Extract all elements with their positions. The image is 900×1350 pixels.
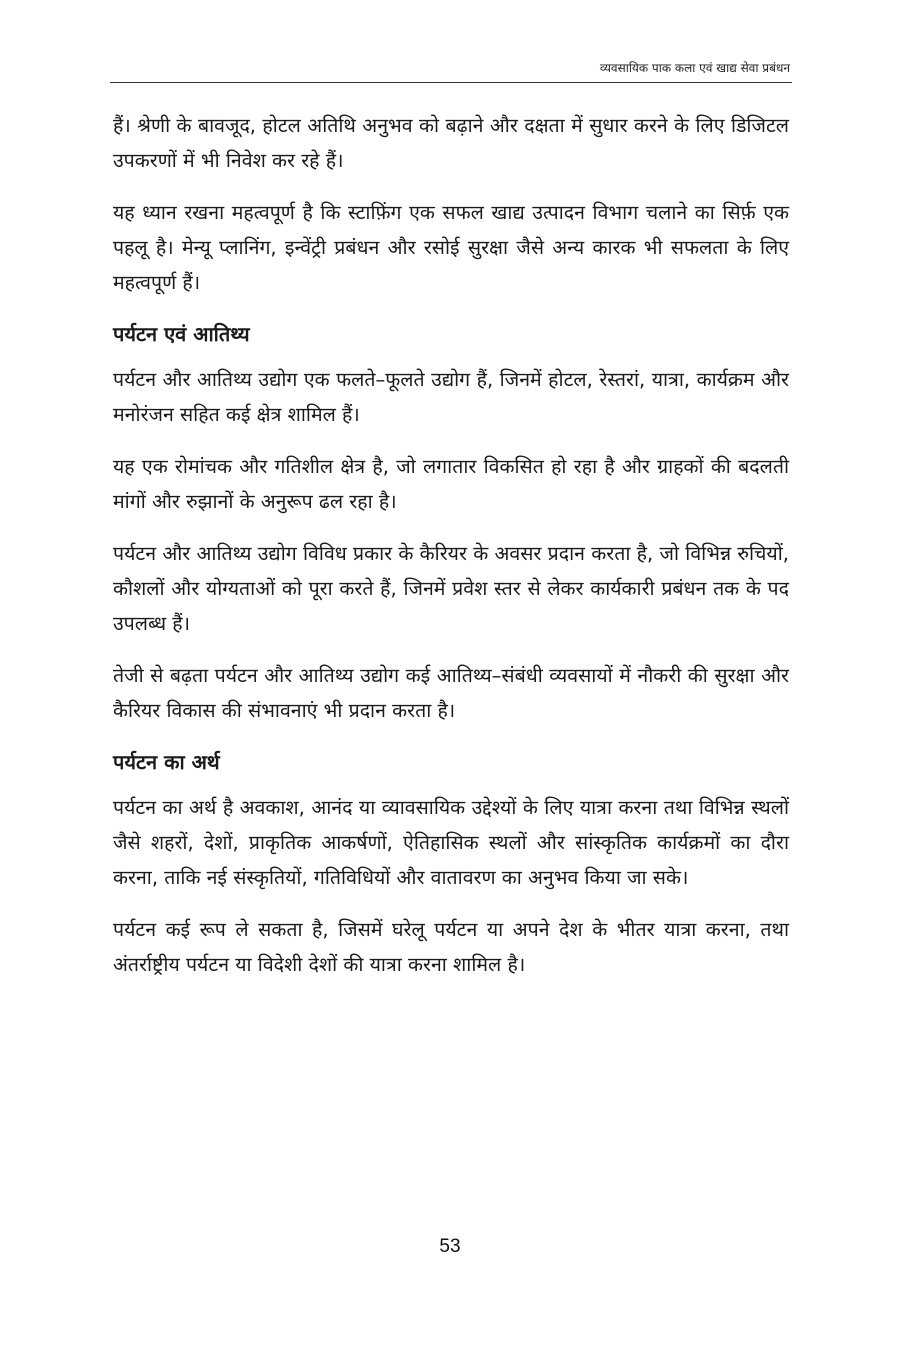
header-divider: [110, 82, 792, 83]
paragraph-tourism-definition: पर्यटन का अर्थ है अवकाश, आनंद या व्यावसायिक उद्देश्यों के लिए यात्रा करना तथा विभिन्न स्थलों जैसे शहरों, देशों, प्राकृतिक आकर्षणों, ऐतिहासिक स्थलों और सांस्कृतिक कार्यक्रमों का दौरा करना, ताकि नई संस्कृतियों, गतिविधियों और वातावरण का अनुभव किया जा सके।: [113, 796, 789, 889]
running-header-title: व्यवसायिक पाक कला एवं खाद्य सेवा प्रबंधन: [599, 61, 790, 75]
paragraph-job-security: तेजी से बढ़ता पर्यटन और आतिथ्य उद्योग कई आतिथ्य–संबंधी व्यवसायों में नौकरी की सुरक्षा और कैरियर विकास की संभावनाएं भी प्रदान करता है।: [113, 664, 789, 722]
paragraph-tourism-forms: पर्यटन कई रूप ले सकता है, जिसमें घरेलू पर्यटन या अपने देश के भीतर यात्रा करना, तथा अंतर्राष्ट्रीय पर्यटन या विदेशी देशों की यात्रा करना शामिल है।: [113, 918, 789, 976]
page-number: 53: [439, 1236, 461, 1257]
paragraph-staffing: यह ध्यान रखना महत्वपूर्ण है कि स्टाफ़िंग एक सफल खाद्य उत्पादन विभाग चलाने का सिर्फ़ एक पहलू है। मेन्यू प्लानिंग, इन्वेंट्री प्रबंधन और रसोई सुरक्षा जैसे अन्य कारक भी सफलता के लिए महत्वपूर्ण हैं।: [113, 201, 789, 294]
paragraph-career-opportunities: पर्यटन और आतिथ्य उद्योग विविध प्रकार के कैरियर के अवसर प्रदान करता है, जो विभिन्न रुचियों, कौशलों और योग्यताओं को पूरा करते हैं, जिनमें प्रवेश स्तर से लेकर कार्यकारी प्रबंधन तक के पद उपलब्ध हैं।: [113, 542, 789, 635]
paragraph-digital-investment: हैं। श्रेणी के बावजूद, होटल अतिथि अनुभव को बढ़ाने और दक्षता में सुधार करने के लिए डिजिटल उपकरणों में भी निवेश कर रहे हैं।: [113, 114, 789, 172]
section-heading-tourism-hospitality: पर्यटन एवं आतिथ्य: [113, 322, 250, 346]
paragraph-industry-overview: पर्यटन और आतिथ्य उद्योग एक फलते–फूलते उद्योग हैं, जिनमें होटल, रेस्तरां, यात्रा, कार्यक्रम और मनोरंजन सहित कई क्षेत्र शामिल हैं।: [113, 368, 789, 426]
paragraph-dynamic-field: यह एक रोमांचक और गतिशील क्षेत्र है, जो लगातार विकसित हो रहा है और ग्राहकों की बदलती मांगों और रुझानों के अनुरूप ढल रहा है।: [113, 455, 789, 513]
section-heading-tourism-meaning: पर्यटन का अर्थ: [113, 750, 220, 774]
page-body: [113, 108, 789, 999]
